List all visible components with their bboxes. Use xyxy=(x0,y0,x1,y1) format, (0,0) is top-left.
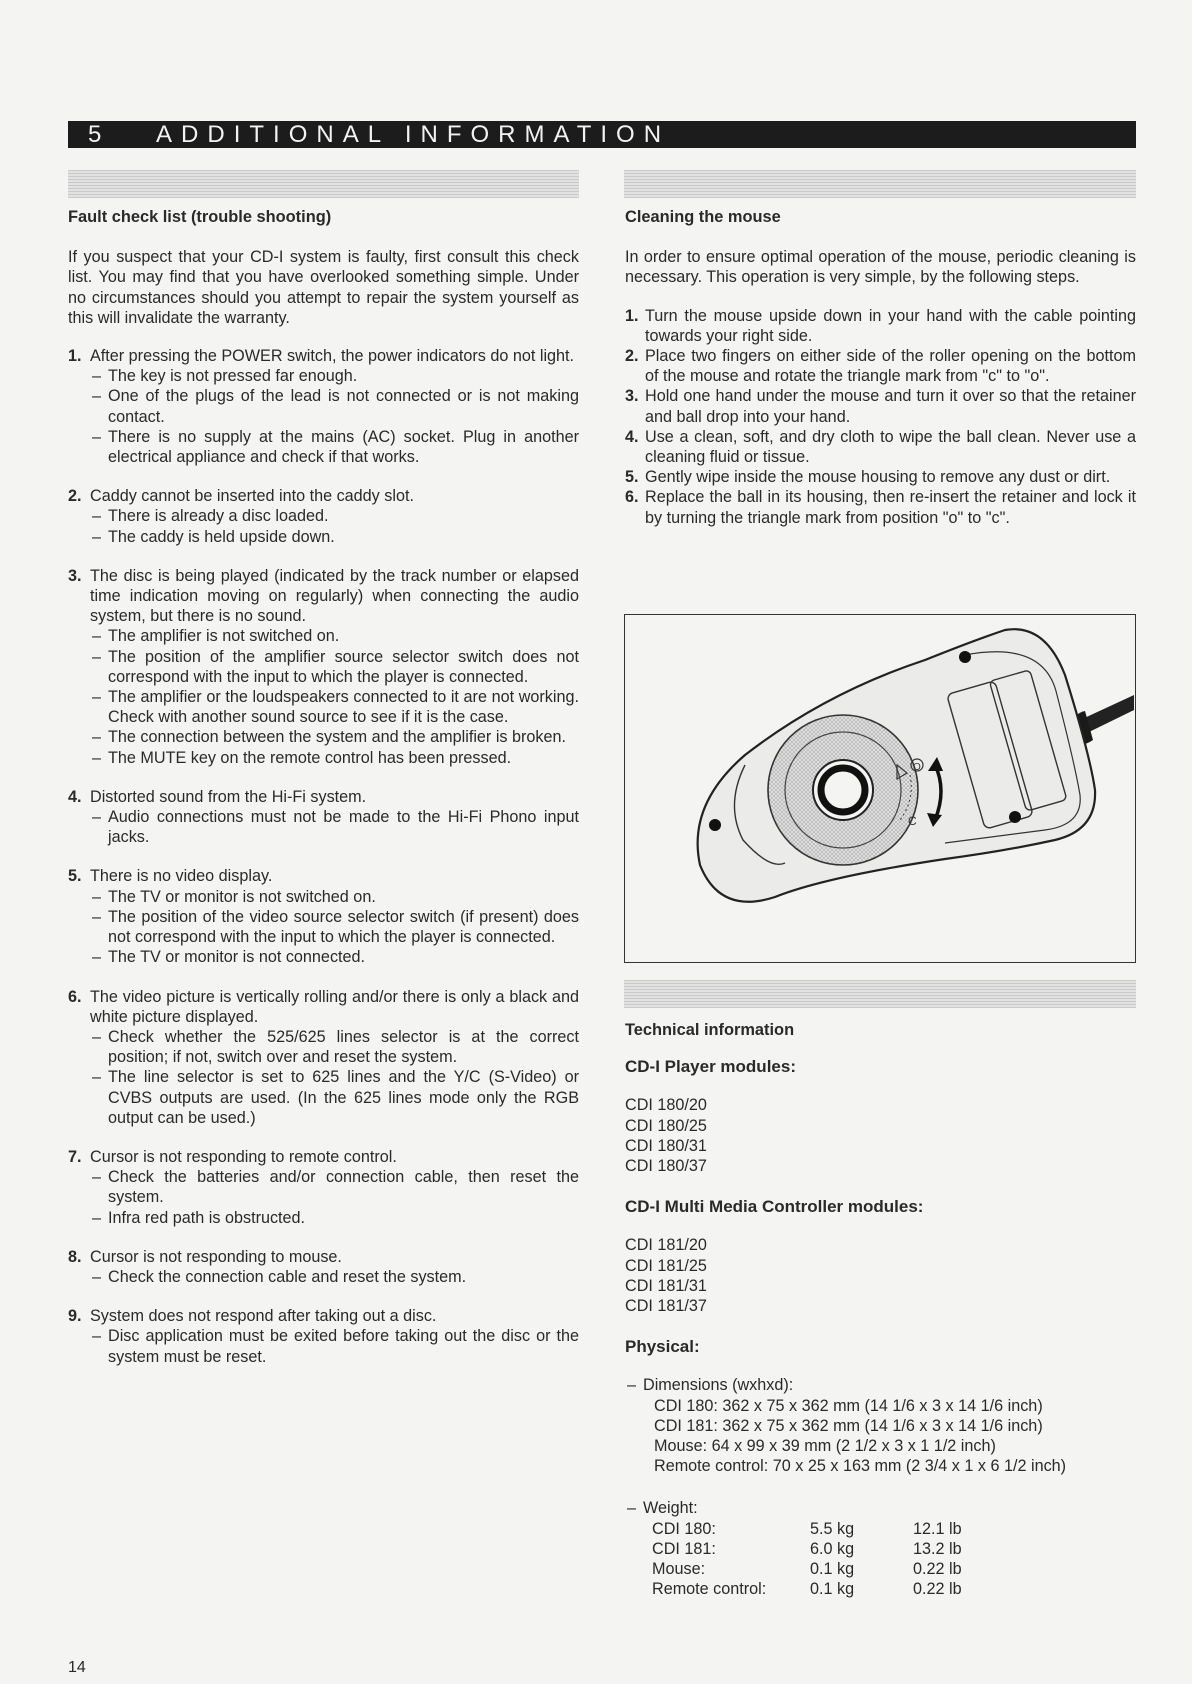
step-number: 2. xyxy=(625,347,639,366)
fault-heading: Fault check list (trouble shooting) xyxy=(68,208,332,226)
physical-heading: Physical: xyxy=(625,1337,700,1357)
cleaning-section xyxy=(625,207,1136,528)
fault-title: System does not respond after taking out a disc. xyxy=(90,1307,437,1326)
model-item: CDI 181/31 xyxy=(625,1276,707,1295)
cleaning-step xyxy=(625,386,1136,426)
section-number: 5 xyxy=(88,121,111,148)
weight-lb: 0.22 lb xyxy=(913,1580,962,1599)
step-number: 5. xyxy=(625,468,639,487)
step-text: Use a clean, soft, and dry cloth to wipe the ball clean. Never use a cleaning fluid or tissue. xyxy=(645,427,1136,467)
stripe-bar-technical xyxy=(624,980,1136,1008)
fault-number: 8. xyxy=(68,1247,82,1266)
screw-icon xyxy=(959,651,971,663)
cleaning-steps xyxy=(625,306,1136,528)
weight-lb: 13.2 lb xyxy=(913,1539,962,1558)
fault-remedy: – There is no supply at the mains (AC) socket. Plug in another electrical appliance and check if that works. xyxy=(90,427,579,467)
cleaning-step xyxy=(625,487,1136,527)
fault-item xyxy=(68,787,579,848)
dimension-line: CDI 181: 362 x 75 x 362 mm (14 1/6 x 3 x 14 1/6 inch) xyxy=(654,1416,1043,1435)
fault-remedy: – Audio connections must not be made to the Hi-Fi Phono input jacks. xyxy=(90,807,579,847)
screw-icon xyxy=(709,819,721,831)
fault-remedy: – The connection between the system and the amplifier is broken. xyxy=(90,727,579,747)
fault-remedy: – The amplifier or the loudspeakers connected to it are not working. Check with another sound source to see if it is the case. xyxy=(90,687,579,727)
fault-title: Cursor is not responding to mouse. xyxy=(90,1247,342,1266)
controller-heading: CD-I Multi Media Controller modules: xyxy=(625,1197,924,1217)
fault-title: There is no video display. xyxy=(90,867,273,886)
weight-item: Mouse: xyxy=(652,1560,706,1579)
weight-kg: 0.1 kg xyxy=(810,1580,855,1599)
fault-number: 5. xyxy=(68,867,82,886)
weight-table xyxy=(652,1519,962,1600)
fault-item xyxy=(68,1247,579,1287)
weight-row xyxy=(652,1559,962,1579)
fault-remedy: – Check the connection cable and reset the system. xyxy=(90,1267,579,1287)
fault-intro: If you suspect that your CD-I system is faulty, first consult this check list. You may find that you have overlooked something simple. Under no circumstances should you attempt to repair the system yourself as this will invalidate the warranty. xyxy=(68,248,579,327)
fault-remedies xyxy=(90,1326,579,1366)
cleaning-step xyxy=(625,467,1136,487)
fault-remedy: – The TV or monitor is not connected. xyxy=(90,947,579,967)
fault-item xyxy=(68,346,579,467)
player-heading: CD-I Player modules: xyxy=(625,1057,796,1077)
weight-lb: 12.1 lb xyxy=(913,1519,962,1538)
weight-kg: 6.0 kg xyxy=(810,1539,855,1558)
model-item: CDI 181/37 xyxy=(625,1297,707,1316)
fault-item xyxy=(68,486,579,547)
step-number: 6. xyxy=(625,488,639,507)
step-number: 3. xyxy=(625,387,639,406)
step-text: Place two fingers on either side of the roller opening on the bottom of the mouse and rotate the triangle mark from "c" to "o". xyxy=(645,347,1136,386)
weight-item: Remote control: xyxy=(652,1580,767,1599)
fault-title: The video picture is vertically rolling and/or there is only a black and white picture displayed. xyxy=(90,987,579,1026)
fault-remedy: – There is already a disc loaded. xyxy=(90,506,579,526)
fault-remedies xyxy=(90,1167,579,1228)
fault-title: After pressing the POWER switch, the power indicators do not light. xyxy=(90,347,575,366)
fault-list xyxy=(68,346,579,1367)
fault-remedy: – Disc application must be exited before taking out the disc or the system must be reset. xyxy=(90,1326,579,1366)
dimensions-block xyxy=(625,1375,1136,1476)
fault-title: Distorted sound from the Hi-Fi system. xyxy=(90,787,367,806)
player-models xyxy=(625,1095,1136,1176)
cleaning-heading: Cleaning the mouse xyxy=(625,208,781,226)
fault-item xyxy=(68,1147,579,1228)
fault-number: 4. xyxy=(68,787,82,806)
model-item: CDI 181/20 xyxy=(625,1236,707,1255)
weight-item: CDI 181: xyxy=(652,1539,716,1558)
fault-remedy: – The caddy is held upside down. xyxy=(90,527,579,547)
cleaning-intro: In order to ensure optimal operation of the mouse, periodic cleaning is necessary. This operation is very simple, by the following steps. xyxy=(625,248,1136,287)
fault-remedies xyxy=(90,807,579,847)
fault-number: 6. xyxy=(68,987,82,1006)
model-item: CDI 180/37 xyxy=(625,1157,707,1176)
controller-models xyxy=(625,1235,1136,1316)
technical-section xyxy=(625,1020,1136,1599)
step-text: Hold one hand under the mouse and turn it over so that the retainer and ball drop into your hand. xyxy=(645,387,1136,426)
label-open: O xyxy=(913,762,921,773)
section-title: ADDITIONAL INFORMATION xyxy=(156,121,671,148)
weight-block xyxy=(625,1498,1136,1599)
fault-item xyxy=(68,866,579,967)
fault-remedies xyxy=(90,626,579,767)
fault-remedies xyxy=(90,887,579,968)
fault-remedy: – The TV or monitor is not switched on. xyxy=(90,887,579,907)
fault-number: 7. xyxy=(68,1147,82,1166)
weight-lb: 0.22 lb xyxy=(913,1560,962,1579)
fault-title: The disc is being played (indicated by the track number or elapsed time indication moving on regularly) when connecting the audio system, but there is no sound. xyxy=(90,566,579,626)
fault-title: Caddy cannot be inserted into the caddy slot. xyxy=(90,487,414,506)
mouse-illustration xyxy=(624,614,1136,963)
weight-kg: 0.1 kg xyxy=(810,1560,855,1579)
label-closed: C xyxy=(908,814,917,828)
fault-item xyxy=(68,1306,579,1367)
fault-remedy: – Check the batteries and/or connection cable, then reset the system. xyxy=(90,1167,579,1207)
cleaning-step xyxy=(625,427,1136,467)
page-number: 14 xyxy=(68,1659,86,1676)
fault-remedy: – One of the plugs of the lead is not connected or is not making contact. xyxy=(90,386,579,426)
fault-remedies xyxy=(90,1027,579,1128)
weight-kg: 5.5 kg xyxy=(810,1519,855,1538)
fault-remedies xyxy=(90,366,579,467)
step-text: Turn the mouse upside down in your hand with the cable pointing towards your right side. xyxy=(645,306,1136,345)
cleaning-step xyxy=(625,346,1136,386)
dimension-line: Remote control: 70 x 25 x 163 mm (2 3/4 x 1 x 6 1/2 inch) xyxy=(654,1457,1067,1476)
weight-label: – Weight: xyxy=(625,1498,1136,1518)
fault-number: 3. xyxy=(68,566,82,585)
fault-remedy: – The key is not pressed far enough. xyxy=(90,366,579,386)
fault-remedy: – The position of the amplifier source selector switch does not correspond with the input to which the player is connected. xyxy=(90,647,579,687)
fault-number: 1. xyxy=(68,347,82,366)
fault-item xyxy=(68,566,579,768)
fault-check-section xyxy=(68,207,579,1386)
fault-remedy: – Infra red path is obstructed. xyxy=(90,1208,579,1228)
weight-row xyxy=(652,1579,962,1599)
step-number: 4. xyxy=(625,427,639,446)
fault-item xyxy=(68,987,579,1128)
dimension-line: CDI 180: 362 x 75 x 362 mm (14 1/6 x 3 x 14 1/6 inch) xyxy=(654,1396,1043,1415)
fault-remedy: – The MUTE key on the remote control has been pressed. xyxy=(90,748,579,768)
section-banner xyxy=(68,121,1136,148)
cleaning-step xyxy=(625,306,1136,346)
weight-row xyxy=(652,1539,962,1559)
technical-heading: Technical information xyxy=(625,1021,795,1039)
fault-number: 9. xyxy=(68,1307,82,1326)
step-number: 1. xyxy=(625,306,639,325)
fault-remedies xyxy=(90,506,579,546)
model-item: CDI 181/25 xyxy=(625,1256,707,1275)
dimensions-label: – Dimensions (wxhxd): xyxy=(625,1375,1136,1395)
fault-title: Cursor is not responding to remote control. xyxy=(90,1147,397,1166)
step-text: Replace the ball in its housing, then re-insert the retainer and lock it by turning the triangle mark from position "o" to "c". xyxy=(645,488,1136,527)
fault-remedies xyxy=(90,1267,579,1287)
dimension-line: Mouse: 64 x 99 x 39 mm (2 1/2 x 3 x 1 1/2 inch) xyxy=(654,1437,996,1456)
model-item: CDI 180/20 xyxy=(625,1096,707,1115)
weight-item: CDI 180: xyxy=(652,1519,716,1538)
step-text: Gently wipe inside the mouse housing to remove any dust or dirt. xyxy=(645,468,1111,487)
model-item: CDI 180/25 xyxy=(625,1116,707,1135)
stripe-bar-cleaning xyxy=(624,170,1136,198)
fault-remedy: – The amplifier is not switched on. xyxy=(90,626,579,646)
fault-number: 2. xyxy=(68,487,82,506)
fault-remedy: – The line selector is set to 625 lines and the Y/C (S-Video) or CVBS outputs are used. (In the 625 lines mode only the RGB output can be used.) xyxy=(90,1067,579,1128)
fault-remedy: – Check whether the 525/625 lines selector is at the correct position; if not, switch over and reset the system. xyxy=(90,1027,579,1067)
screw-icon xyxy=(1009,811,1021,823)
weight-row xyxy=(652,1519,962,1539)
fault-remedy: – The position of the video source selector switch (if present) does not correspond with the input to which the player is connected. xyxy=(90,907,579,947)
model-item: CDI 180/31 xyxy=(625,1136,707,1155)
stripe-bar-fault xyxy=(68,170,579,198)
